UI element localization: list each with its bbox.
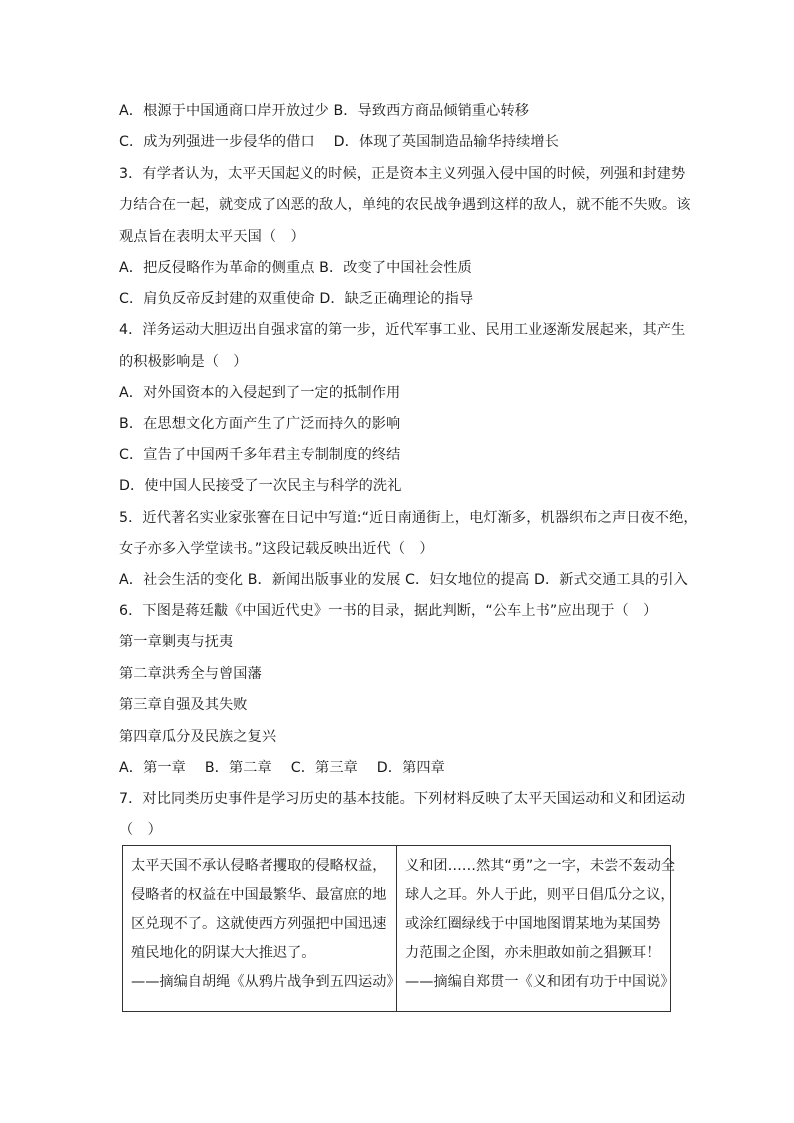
q3-option-cd: C．肩负反帝反封建的双重使命 D．缺乏正确理论的指导 <box>119 291 474 307</box>
q3-stem-line-2: 力结合在一起，就变成了凶恶的敌人，单纯的农民战争遇到这样的敌人，就不能不失败。该 <box>119 197 691 213</box>
q4-stem-line-2: 的积极影响是（ ） <box>119 354 248 370</box>
q7-stem-line-2: （ ） <box>119 822 162 838</box>
q3-option-ab: A．把反侵略作为革命的侧重点 B．改变了中国社会性质 <box>119 260 472 276</box>
q6-options: A．第一章 B．第二章 C．第三章 D．第四章 <box>119 760 445 776</box>
q4-stem-line-1: 4．洋务运动大胆迈出自强求富的第一步，近代军事工业、民用工业逐渐发展起来，其产生 <box>119 322 686 338</box>
q4-option-d: D．使中国人民接受了一次民主与科学的洗礼 <box>119 478 402 494</box>
q3-stem-line-3: 观点旨在表明太平天国（ ） <box>119 229 305 245</box>
q6-stem: 6．下图是蒋廷黻《中国近代史》一书的目录，据此判断，“公车上书”应出现于（ ） <box>119 603 658 619</box>
material-text-line: 侵略者的权益在中国最繁华、最富庶的地 <box>131 887 387 903</box>
q2-option-ab: A．根源于中国通商口岸开放过少 B．导致西方商品倾销重心转移 <box>119 103 530 119</box>
q7-material-table <box>122 845 676 1012</box>
q2-option-cd: C．成为列强进一步侵华的借口 D．体现了英国制造品输华持续增长 <box>119 134 559 150</box>
material-text-line: 殖民地化的阴谋大大推迟了。 <box>131 945 316 961</box>
material-text-line: 或涂红圈绿线于中国地图谓某地为某国势 <box>405 916 661 932</box>
material-text-line: 球人之耳。外人于此，则平日倡瓜分之议， <box>405 887 675 903</box>
material-text-line: 义和团……然其“勇”之一字，未尝不轰动全 <box>405 858 676 874</box>
material-boxer <box>397 846 676 1012</box>
q4-option-a: A．对外国资本的入侵起到了一定的抵制作用 <box>119 385 401 401</box>
material-source: ——摘编自胡绳《从鸦片战争到五四运动》 <box>131 974 401 990</box>
material-source: ——摘编自郑贯一《义和团有功于中国说》 <box>405 974 675 990</box>
material-taiping <box>123 846 401 1012</box>
q6-chapter-4: 第四章瓜分及民族之复兴 <box>119 729 277 745</box>
material-text-line: 太平天国不承认侵略者攫取的侵略权益， <box>131 858 387 874</box>
material-text-line: 区兑现不了。这就使西方列强把中国迅速 <box>131 916 387 932</box>
q5-stem-line-1: 5．近代著名实业家张謇在日记中写道:“近日南通街上，电灯渐多，机器织布之声日夜不绝， <box>119 510 698 526</box>
q3-stem-line-1: 3．有学者认为，太平天国起义的时候，正是资本主义列强入侵中国的时候，列强和封建势 <box>119 166 686 182</box>
q4-option-b: B．在思想文化方面产生了广泛而持久的影响 <box>119 416 401 432</box>
q7-stem-line-1: 7．对比同类历史事件是学习历史的基本技能。下列材料反映了太平天国运动和义和团运动 <box>119 791 686 807</box>
q6-chapter-1: 第一章剿夷与抚夷 <box>119 634 234 650</box>
q5-stem-line-2: 女子亦多入学堂读书。”这段记载反映出近代（ ） <box>119 541 434 557</box>
q4-option-c: C．宣告了中国两千多年君主专制制度的终结 <box>119 447 401 463</box>
q6-chapter-2: 第二章洪秀全与曾国藩 <box>119 666 262 682</box>
q6-chapter-3: 第三章自强及其失败 <box>119 697 248 713</box>
material-text-line: 力范围之企图，亦未胆敢如前之猖獗耳！ <box>405 945 661 961</box>
q5-options: A．社会生活的变化 B．新闻出版事业的发展 C．妇女地位的提高 D．新式交通工具的引入 <box>119 572 688 588</box>
